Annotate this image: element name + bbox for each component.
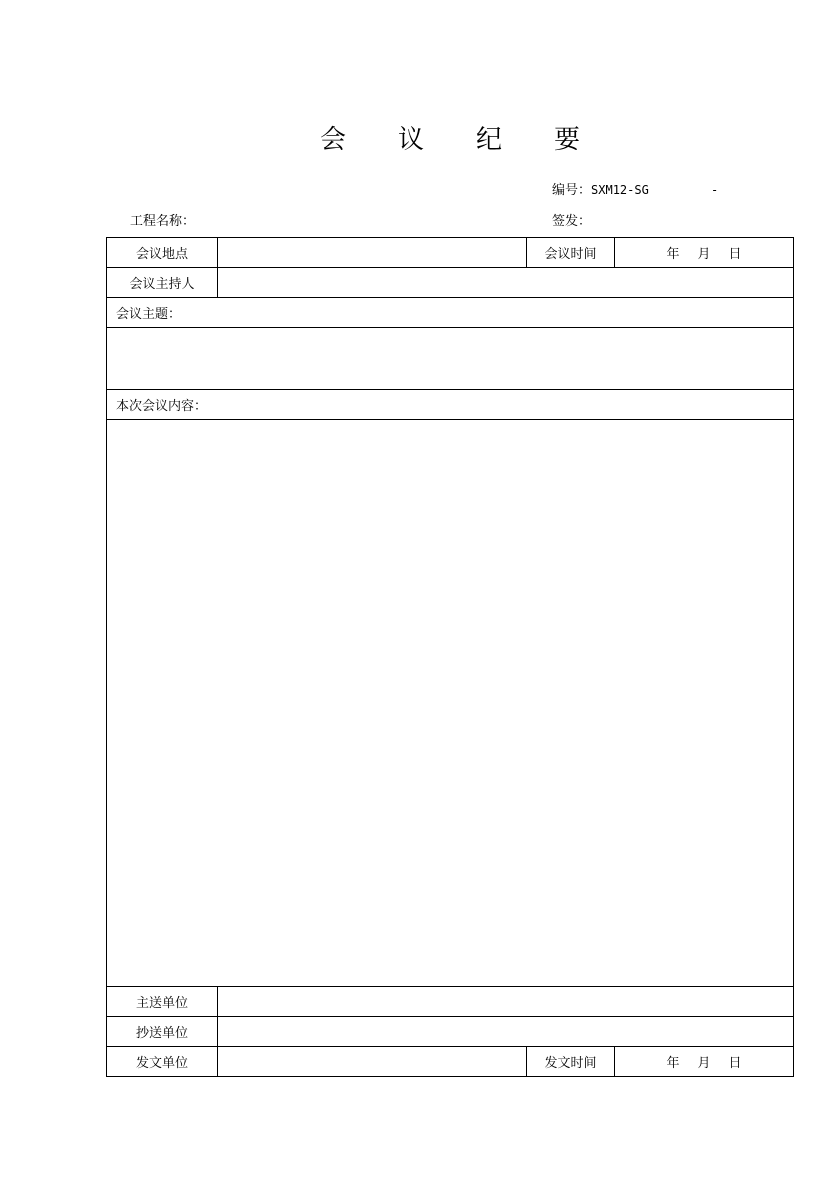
cc-recipient-field[interactable] [218, 1017, 794, 1047]
main-recipient-field[interactable] [218, 987, 794, 1017]
issue-month-label: 月 [697, 1056, 711, 1071]
issuer-label: 签发： [552, 214, 592, 229]
row-content-label [107, 390, 794, 420]
cc-recipient-label: 抄送单位 [107, 1017, 218, 1047]
document-title [0, 122, 838, 162]
row-content-field [107, 420, 794, 987]
document-number [552, 182, 649, 199]
host-field[interactable] [218, 268, 794, 298]
row-topic-field [107, 328, 794, 390]
number-value: SXM12-SG [591, 183, 649, 197]
number-label: 编号： [552, 183, 592, 198]
title-char-4: 要 [554, 125, 581, 155]
meeting-month-label: 月 [697, 247, 711, 262]
row-main-recipient [107, 987, 794, 1017]
issuing-unit-field[interactable] [218, 1047, 527, 1077]
row-cc-recipient [107, 1017, 794, 1047]
host-label: 会议主持人 [107, 268, 218, 298]
meeting-place-field[interactable] [218, 238, 527, 268]
content-field[interactable] [107, 420, 794, 987]
topic-field[interactable] [107, 328, 794, 390]
meeting-day-label: 日 [728, 247, 742, 262]
title-char-1: 会 [320, 125, 347, 155]
meeting-minutes-table [106, 237, 794, 1077]
row-host [107, 268, 794, 298]
meeting-place-label: 会议地点 [107, 238, 218, 268]
row-topic-label [107, 298, 794, 328]
content-label: 本次会议内容： [107, 390, 794, 420]
number-suffix: - [711, 183, 719, 197]
issuing-unit-label: 发文单位 [107, 1047, 218, 1077]
issue-day-label: 日 [728, 1056, 742, 1071]
row-meeting-place [107, 238, 794, 268]
meeting-time-field[interactable] [615, 238, 794, 268]
issue-time-label: 发文时间 [527, 1047, 615, 1077]
issue-year-label: 年 [666, 1056, 680, 1071]
row-issuing-unit [107, 1047, 794, 1077]
meeting-time-label: 会议时间 [527, 238, 615, 268]
main-recipient-label: 主送单位 [107, 987, 218, 1017]
project-name-label: 工程名称： [130, 214, 196, 229]
meeting-year-label: 年 [666, 247, 680, 262]
title-char-3: 纪 [476, 125, 503, 155]
issue-time-field[interactable] [615, 1047, 794, 1077]
title-char-2: 议 [398, 125, 425, 155]
topic-label: 会议主题： [107, 298, 794, 328]
